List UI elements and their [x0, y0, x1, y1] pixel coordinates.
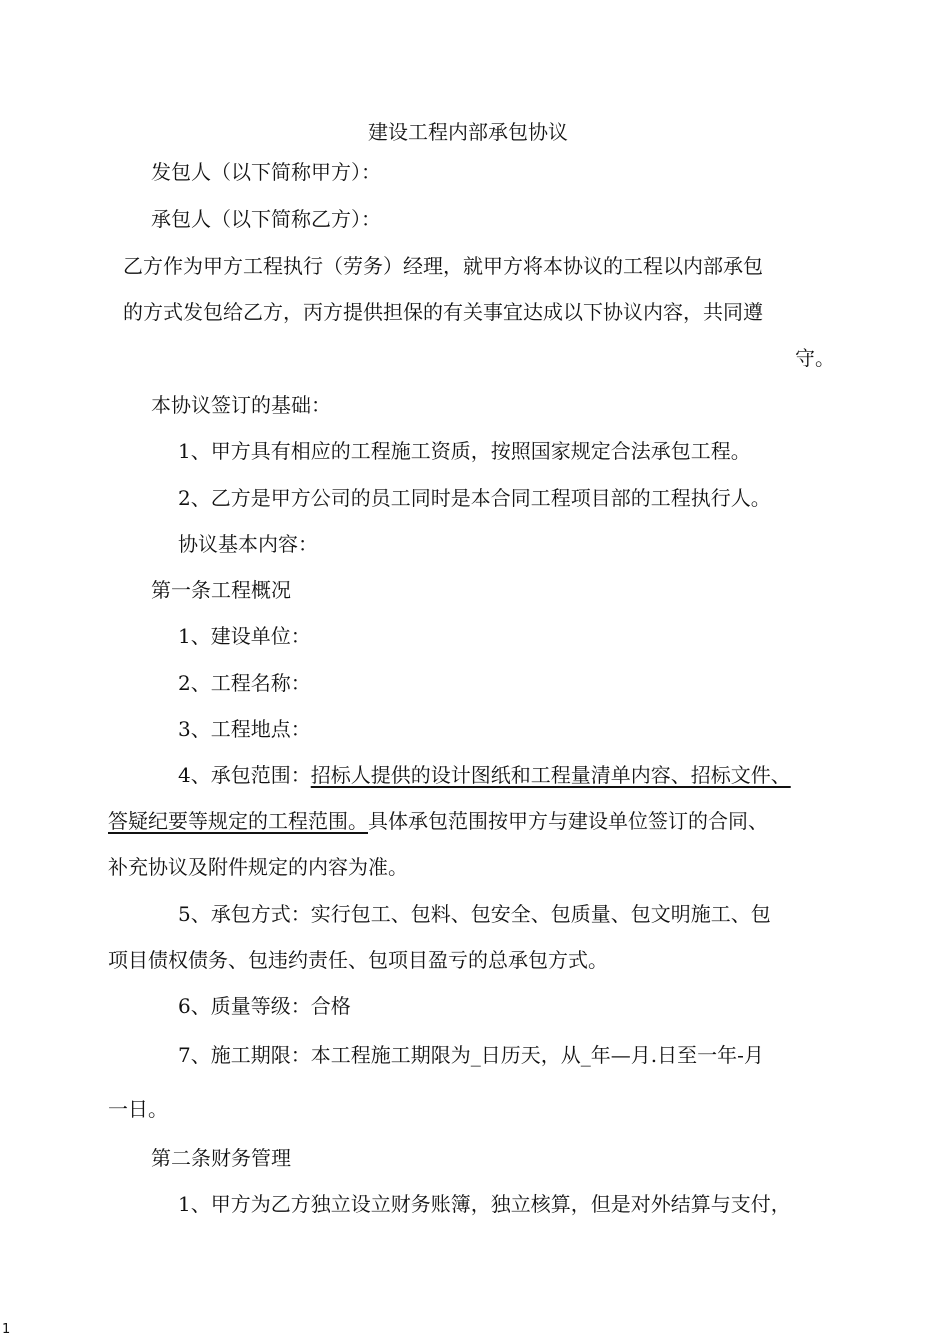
item-4-underlined-scope-end: 答疑纪要等规定的工程范围。 [108, 809, 368, 833]
article-1-item-3: 3、工程地点： [178, 717, 311, 741]
item-4-underlined-scope: 招标人提供的设计图纸和工程量清单内容、招标文件、 [310, 763, 791, 787]
article-1-item-1: 1、建设单位： [178, 624, 311, 648]
party-a-line: 发包人（以下简称甲方）： [151, 160, 381, 184]
page-number: 1 [2, 1322, 11, 1337]
article-1-heading: 第一条工程概况 [151, 578, 291, 602]
article-1-item-6: 6、质量等级：合格 [178, 994, 351, 1018]
basis-heading: 本协议签订的基础： [151, 393, 331, 417]
intro-line-3: 守。 [795, 346, 835, 370]
article-1-item-4-line-1 [178, 763, 791, 787]
article-2-item-1: 1、甲方为乙方独立设立财务账簿，独立核算，但是对外结算与支付， [178, 1192, 791, 1216]
intro-line-2: 的方式发包给乙方，丙方提供担保的有关事宜达成以下协议内容，共同遵 [123, 300, 763, 324]
intro-line-1: 乙方作为甲方工程执行（劳务）经理，就甲方将本协议的工程以内部承包 [123, 254, 763, 278]
basis-item-1: 1、甲方具有相应的工程施工资质，按照国家规定合法承包工程。 [178, 439, 751, 463]
item-4-prefix: 4、承包范围： [178, 763, 311, 787]
article-1-item-2: 2、工程名称： [178, 671, 311, 695]
content-heading: 协议基本内容： [178, 532, 318, 556]
article-1-item-5-line-1: 5、承包方式：实行包工、包料、包安全、包质量、包文明施工、包 [178, 902, 771, 926]
article-1-item-5-line-2: 项目债权债务、包违约责任、包项目盈亏的总承包方式。 [108, 948, 608, 972]
article-1-item-4-line-2 [108, 809, 768, 833]
article-1-item-7-line-2: 一日。 [108, 1097, 168, 1121]
document-title: 建设工程内部承包协议 [368, 120, 568, 144]
basis-item-2: 2、乙方是甲方公司的员工同时是本合同工程项目部的工程执行人。 [178, 486, 771, 510]
article-1-item-7-line-1: 7、施工期限：本工程施工期限为_日历天，从_年—月.日至一年-月 [178, 1043, 764, 1067]
item-4-rest: 具体承包范围按甲方与建设单位签订的合同、 [368, 809, 768, 833]
article-2-heading: 第二条财务管理 [151, 1146, 291, 1170]
party-b-line: 承包人（以下简称乙方）： [151, 207, 381, 231]
article-1-item-4-line-3: 补充协议及附件规定的内容为准。 [108, 855, 408, 879]
